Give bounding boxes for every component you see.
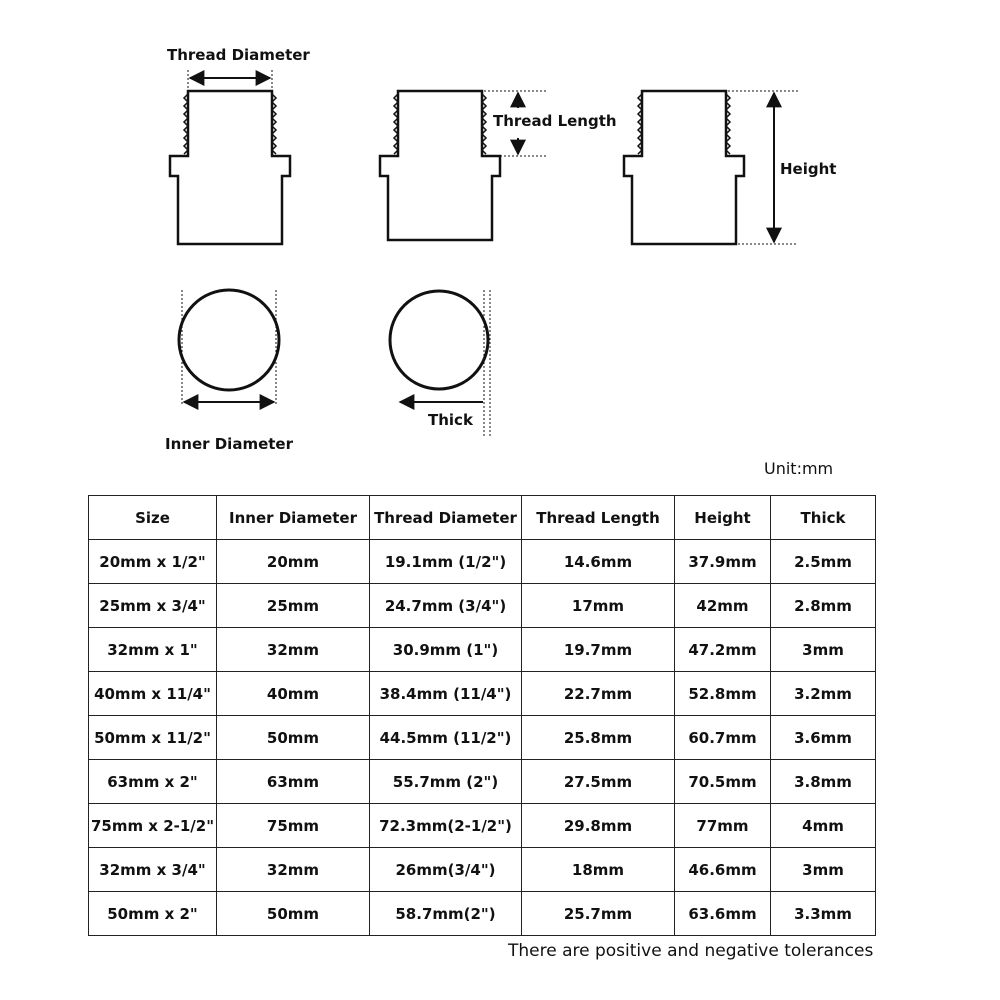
- cell-thread-length: 17mm: [522, 584, 675, 628]
- header-thick: Thick: [771, 496, 876, 540]
- table-row: [89, 584, 876, 628]
- cell-thread-length: 25.8mm: [522, 716, 675, 760]
- cell-size: 50mm x 11/2": [89, 716, 217, 760]
- cell-inner-diameter: 32mm: [217, 628, 370, 672]
- thread-diameter-dimension: [188, 70, 272, 92]
- cell-inner-diameter: 20mm: [217, 540, 370, 584]
- header-inner-diameter: Inner Diameter: [217, 496, 370, 540]
- header-size: Size: [89, 496, 217, 540]
- spec-table: [88, 495, 876, 936]
- cell-thread-length: 25.7mm: [522, 892, 675, 936]
- header-thread-diameter: Thread Diameter: [370, 496, 522, 540]
- cell-thick: 2.8mm: [771, 584, 876, 628]
- cell-inner-diameter: 40mm: [217, 672, 370, 716]
- cell-inner-diameter: 63mm: [217, 760, 370, 804]
- fitting-threads-2: [394, 94, 486, 154]
- cell-height: 47.2mm: [675, 628, 771, 672]
- unit-label: Unit:mm: [764, 459, 834, 478]
- thread-length-label: Thread Length: [493, 112, 617, 130]
- table-row: [89, 672, 876, 716]
- cell-thread-diameter: 30.9mm (1"): [370, 628, 522, 672]
- cell-size: 40mm x 11/4": [89, 672, 217, 716]
- cell-thick: 3mm: [771, 848, 876, 892]
- cell-inner-diameter: 75mm: [217, 804, 370, 848]
- cell-thread-length: 27.5mm: [522, 760, 675, 804]
- cell-thread-length: 18mm: [522, 848, 675, 892]
- cell-thread-diameter: 24.7mm (3/4"): [370, 584, 522, 628]
- cell-size: 25mm x 3/4": [89, 584, 217, 628]
- cell-thread-length: 22.7mm: [522, 672, 675, 716]
- table-row: [89, 892, 876, 936]
- cell-size: 32mm x 3/4": [89, 848, 217, 892]
- cell-inner-diameter: 50mm: [217, 892, 370, 936]
- thread-diameter-label: Thread Diameter: [167, 46, 310, 64]
- cell-size: 63mm x 2": [89, 760, 217, 804]
- cell-thick: 4mm: [771, 804, 876, 848]
- inner-diameter-circle: [179, 290, 279, 405]
- table-row: [89, 848, 876, 892]
- cell-thick: 3.3mm: [771, 892, 876, 936]
- cell-height: 77mm: [675, 804, 771, 848]
- cell-height: 52.8mm: [675, 672, 771, 716]
- fitting-side-view-2: [380, 91, 500, 240]
- inner-diameter-label: Inner Diameter: [165, 435, 293, 453]
- cell-thread-diameter: 44.5mm (11/2"): [370, 716, 522, 760]
- cell-thread-diameter: 58.7mm(2"): [370, 892, 522, 936]
- table-row: [89, 628, 876, 672]
- cell-thick: 3.6mm: [771, 716, 876, 760]
- cell-thread-length: 14.6mm: [522, 540, 675, 584]
- header-height: Height: [675, 496, 771, 540]
- cell-size: 50mm x 2": [89, 892, 217, 936]
- cell-thick: 3.8mm: [771, 760, 876, 804]
- cell-size: 20mm x 1/2": [89, 540, 217, 584]
- cell-thick: 2.5mm: [771, 540, 876, 584]
- cell-height: 42mm: [675, 584, 771, 628]
- header-thread-length: Thread Length: [522, 496, 675, 540]
- cell-height: 46.6mm: [675, 848, 771, 892]
- cell-thick: 3.2mm: [771, 672, 876, 716]
- cell-thread-diameter: 38.4mm (11/4"): [370, 672, 522, 716]
- cell-inner-diameter: 25mm: [217, 584, 370, 628]
- cell-thread-diameter: 19.1mm (1/2"): [370, 540, 522, 584]
- cell-inner-diameter: 32mm: [217, 848, 370, 892]
- cell-thick: 3mm: [771, 628, 876, 672]
- table-row: [89, 540, 876, 584]
- cell-size: 75mm x 2-1/2": [89, 804, 217, 848]
- cell-height: 37.9mm: [675, 540, 771, 584]
- fitting-side-view-3: [624, 91, 744, 244]
- fitting-threads-3: [638, 94, 730, 154]
- fitting-threads-1: [184, 94, 276, 154]
- table-row: [89, 804, 876, 848]
- fitting-side-view-1: [170, 91, 290, 244]
- fitting-diagram: [0, 0, 1000, 470]
- cell-height: 70.5mm: [675, 760, 771, 804]
- thick-label: Thick: [428, 411, 473, 429]
- table-row: [89, 716, 876, 760]
- cell-height: 60.7mm: [675, 716, 771, 760]
- table-row: [89, 760, 876, 804]
- cell-thread-diameter: 55.7mm (2"): [370, 760, 522, 804]
- cell-height: 63.6mm: [675, 892, 771, 936]
- cell-thread-length: 29.8mm: [522, 804, 675, 848]
- height-label: Height: [780, 160, 837, 178]
- cell-thread-diameter: 26mm(3/4"): [370, 848, 522, 892]
- cell-inner-diameter: 50mm: [217, 716, 370, 760]
- cell-size: 32mm x 1": [89, 628, 217, 672]
- cell-thread-length: 19.7mm: [522, 628, 675, 672]
- cell-thread-diameter: 72.3mm(2-1/2"): [370, 804, 522, 848]
- table-header-row: [89, 496, 876, 540]
- tolerance-note: There are positive and negative tolerances: [508, 941, 874, 961]
